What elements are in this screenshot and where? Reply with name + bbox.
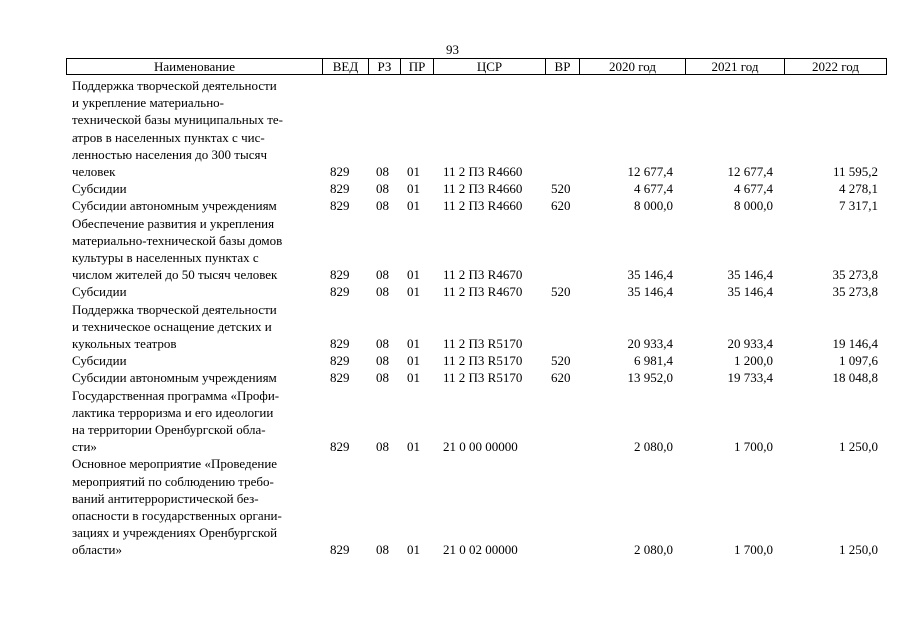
row-name-line: Субсидии автономным учреждениям <box>72 370 277 386</box>
row-pr: 01 <box>407 267 420 283</box>
row-2022: 1 250,0 <box>839 439 878 455</box>
row-csr: 11 2 П3 R5170 <box>443 370 523 386</box>
row-2021: 4 677,4 <box>734 181 773 197</box>
row-2022: 19 146,4 <box>832 335 878 351</box>
header-rz: РЗ <box>369 59 401 74</box>
row-name <box>72 455 322 558</box>
row-2020: 20 933,4 <box>627 335 673 351</box>
row-2022: 1 250,0 <box>839 542 878 558</box>
row-name-line: культуры в населенных пунктах с <box>72 249 259 265</box>
row-name <box>72 77 322 180</box>
row-ved: 829 <box>330 163 350 179</box>
table-row <box>0 180 905 197</box>
row-2020: 8 000,0 <box>634 198 673 214</box>
row-pr: 01 <box>407 163 420 179</box>
row-name-line: Основное мероприятие «Проведение <box>72 456 278 472</box>
row-ved: 829 <box>330 181 350 197</box>
row-ved: 829 <box>330 542 350 558</box>
header-2021: 2021 год <box>686 59 785 74</box>
row-name-line: ваний антитеррористической без- <box>72 490 259 506</box>
row-pr: 01 <box>407 439 420 455</box>
row-name <box>72 197 322 214</box>
table-row <box>0 197 905 214</box>
row-pr: 01 <box>407 353 420 369</box>
row-name-line: опасности в государственных органи- <box>72 507 282 523</box>
row-rz: 08 <box>376 353 389 369</box>
row-name-line: Поддержка творческой деятельности <box>72 78 277 93</box>
row-rz: 08 <box>376 181 389 197</box>
row-2021: 35 146,4 <box>727 267 773 283</box>
table-row <box>0 283 905 300</box>
row-name <box>72 387 322 456</box>
row-name-line: сти» <box>72 439 97 455</box>
row-name-line: атров в населенных пунктах с чис- <box>72 129 265 145</box>
row-name <box>72 215 322 284</box>
row-rz: 08 <box>376 542 389 558</box>
row-csr: 11 2 П3 R4660 <box>443 198 523 214</box>
row-csr: 11 2 П3 R4660 <box>443 163 523 179</box>
row-name-line: зациях и учреждениях Оренбургской <box>72 525 278 541</box>
header-csr: ЦСР <box>434 59 546 74</box>
row-name-line: ленностью населения до 300 тысяч <box>72 146 267 162</box>
row-name <box>72 283 322 300</box>
row-name-line: на территории Оренбургской обла- <box>72 421 266 437</box>
row-pr: 01 <box>407 198 420 214</box>
row-name-line: числом жителей до 50 тысяч человек <box>72 267 278 283</box>
row-2020: 35 146,4 <box>627 284 673 300</box>
row-2021: 1 700,0 <box>734 439 773 455</box>
row-name-line: области» <box>72 542 122 558</box>
row-2020: 2 080,0 <box>634 439 673 455</box>
row-csr: 21 0 02 00000 <box>443 542 518 558</box>
row-rz: 08 <box>376 370 389 386</box>
row-2021: 1 200,0 <box>734 353 773 369</box>
header-name: Наименование <box>67 59 323 74</box>
header-vr: ВР <box>546 59 580 74</box>
row-name <box>72 180 322 197</box>
table-row <box>0 455 905 558</box>
row-2022: 4 278,1 <box>839 181 878 197</box>
row-name-line: и техническое оснащение детских и <box>72 318 272 334</box>
row-pr: 01 <box>407 542 420 558</box>
row-rz: 08 <box>376 267 389 283</box>
table-row <box>0 77 905 180</box>
row-2020: 12 677,4 <box>627 163 673 179</box>
row-2020: 6 981,4 <box>634 353 673 369</box>
page-number: 93 <box>446 42 459 57</box>
row-csr: 11 2 П3 R4660 <box>443 181 523 197</box>
row-name-line: Субсидии <box>72 353 127 369</box>
row-name-line: человек <box>72 164 116 180</box>
row-rz: 08 <box>376 163 389 179</box>
row-csr: 11 2 П3 R5170 <box>443 335 523 351</box>
table-header <box>66 58 887 75</box>
row-2020: 13 952,0 <box>627 370 673 386</box>
row-pr: 01 <box>407 335 420 351</box>
row-rz: 08 <box>376 198 389 214</box>
row-name-line: Государственная программа «Профи- <box>72 387 280 403</box>
row-name-line: мероприятий по соблюдению требо- <box>72 473 274 489</box>
table-row <box>0 215 905 284</box>
row-vr: 520 <box>551 284 571 300</box>
row-rz: 08 <box>376 284 389 300</box>
row-2021: 1 700,0 <box>734 542 773 558</box>
row-ved: 829 <box>330 267 350 283</box>
header-ved: ВЕД <box>323 59 369 74</box>
row-2021: 35 146,4 <box>727 284 773 300</box>
table-row <box>0 369 905 386</box>
row-name-line: материально-технической базы домов <box>72 232 283 248</box>
row-rz: 08 <box>376 439 389 455</box>
row-name-line: Поддержка творческой деятельности <box>72 301 277 317</box>
row-2022: 11 595,2 <box>832 163 878 179</box>
row-name <box>72 301 322 353</box>
row-csr: 11 2 П3 R5170 <box>443 353 523 369</box>
row-name <box>72 369 322 386</box>
row-ved: 829 <box>330 370 350 386</box>
row-name-line: лактика терроризма и его идеологии <box>72 404 274 420</box>
table-row <box>0 352 905 369</box>
row-name-line: кукольных театров <box>72 335 177 351</box>
row-name-line: Субсидии <box>72 181 127 197</box>
row-2022: 7 317,1 <box>839 198 878 214</box>
row-vr: 620 <box>551 370 571 386</box>
row-csr: 21 0 00 00000 <box>443 439 518 455</box>
row-2020: 2 080,0 <box>634 542 673 558</box>
row-vr: 520 <box>551 181 571 197</box>
row-pr: 01 <box>407 370 420 386</box>
row-rz: 08 <box>376 335 389 351</box>
row-name-line: технической базы муниципальных те- <box>72 112 283 128</box>
row-ved: 829 <box>330 335 350 351</box>
header-2020: 2020 год <box>580 59 686 74</box>
row-name-line: Обеспечение развития и укрепления <box>72 215 275 231</box>
table-body <box>0 77 905 559</box>
row-ved: 829 <box>330 439 350 455</box>
row-ved: 829 <box>330 198 350 214</box>
row-2021: 8 000,0 <box>734 198 773 214</box>
row-ved: 829 <box>330 353 350 369</box>
row-csr: 11 2 П3 R4670 <box>443 284 523 300</box>
row-name-line: Субсидии <box>72 284 127 300</box>
row-2020: 35 146,4 <box>627 267 673 283</box>
row-2022: 35 273,8 <box>832 267 878 283</box>
row-vr: 520 <box>551 353 571 369</box>
row-name-line: и укрепление материально- <box>72 95 225 111</box>
row-name-line: Субсидии автономным учреждениям <box>72 198 277 214</box>
row-2021: 20 933,4 <box>727 335 773 351</box>
row-vr: 620 <box>551 198 571 214</box>
row-2022: 18 048,8 <box>832 370 878 386</box>
row-ved: 829 <box>330 284 350 300</box>
header-2022: 2022 год <box>812 59 859 74</box>
table-row <box>0 301 905 353</box>
row-2021: 19 733,4 <box>727 370 773 386</box>
row-pr: 01 <box>407 284 420 300</box>
row-2020: 4 677,4 <box>634 181 673 197</box>
row-pr: 01 <box>407 181 420 197</box>
header-pr: ПР <box>401 59 434 74</box>
table-row <box>0 387 905 456</box>
row-2022: 1 097,6 <box>839 353 878 369</box>
row-csr: 11 2 П3 R4670 <box>443 267 523 283</box>
row-2021: 12 677,4 <box>727 163 773 179</box>
row-name <box>72 352 322 369</box>
row-2022: 35 273,8 <box>832 284 878 300</box>
